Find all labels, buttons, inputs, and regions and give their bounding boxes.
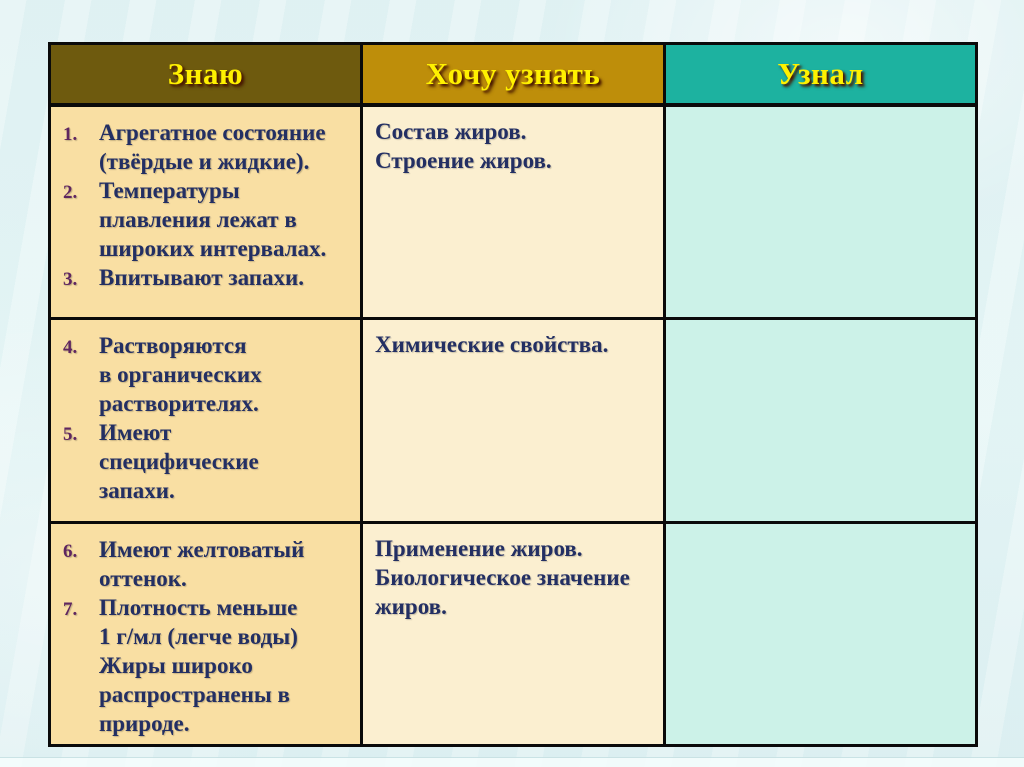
item-text: Температуры плавления лежат в широких интервалах. [99,178,327,261]
want-cell-row3 [362,522,665,745]
table-row [50,522,977,745]
header-know: Знаю [50,44,362,106]
table-row [50,105,977,318]
learned-cell-row1 [665,105,977,318]
list-item [63,331,354,418]
item-text: Имеют специфические запахи. [99,419,259,503]
know-cell-row3 [50,522,362,745]
item-number: 5. [63,423,78,445]
item-number: 4. [63,336,78,358]
item-text: Впитывают запахи. [99,265,305,290]
item-number: 3. [63,269,78,290]
know-cell-row2 [50,318,362,522]
list-item [63,418,354,505]
item-text: Имеют желтоватый оттенок. [99,536,305,591]
item-number: 6. [63,540,78,562]
learned-cell-row2 [665,318,977,522]
list-item [63,593,354,738]
want-text: Применение жиров. Биологическое значение жиров. [375,535,630,619]
kwl-table [48,42,978,747]
item-text: Агрегатное состояние (твёрдые и жидкие). [99,120,326,174]
list-item [63,263,354,292]
want-cell-row1 [362,105,665,318]
list-item [63,118,354,176]
header-learned: Узнал [665,44,977,106]
want-text: Химические свойства. [375,331,609,357]
know-cell-row1 [50,105,362,318]
item-number: 7. [63,598,78,620]
item-text: Плотность меньше 1 г/мл (легче воды) Жиры широко распространены в природе. [99,594,298,736]
item-number: 2. [63,182,78,203]
table-row [50,318,977,522]
learned-cell-row3 [665,522,977,745]
item-number: 1. [63,124,78,145]
kwl-header-row [50,44,977,106]
item-text: Растворяются в органических растворителях. [99,332,262,416]
want-text: Состав жиров. Строение жиров. [375,119,552,173]
slide-bottom-edge [0,757,1024,767]
list-item [63,176,354,263]
header-want: Хочу узнать [362,44,665,106]
list-item [63,535,354,593]
want-cell-row2 [362,318,665,522]
